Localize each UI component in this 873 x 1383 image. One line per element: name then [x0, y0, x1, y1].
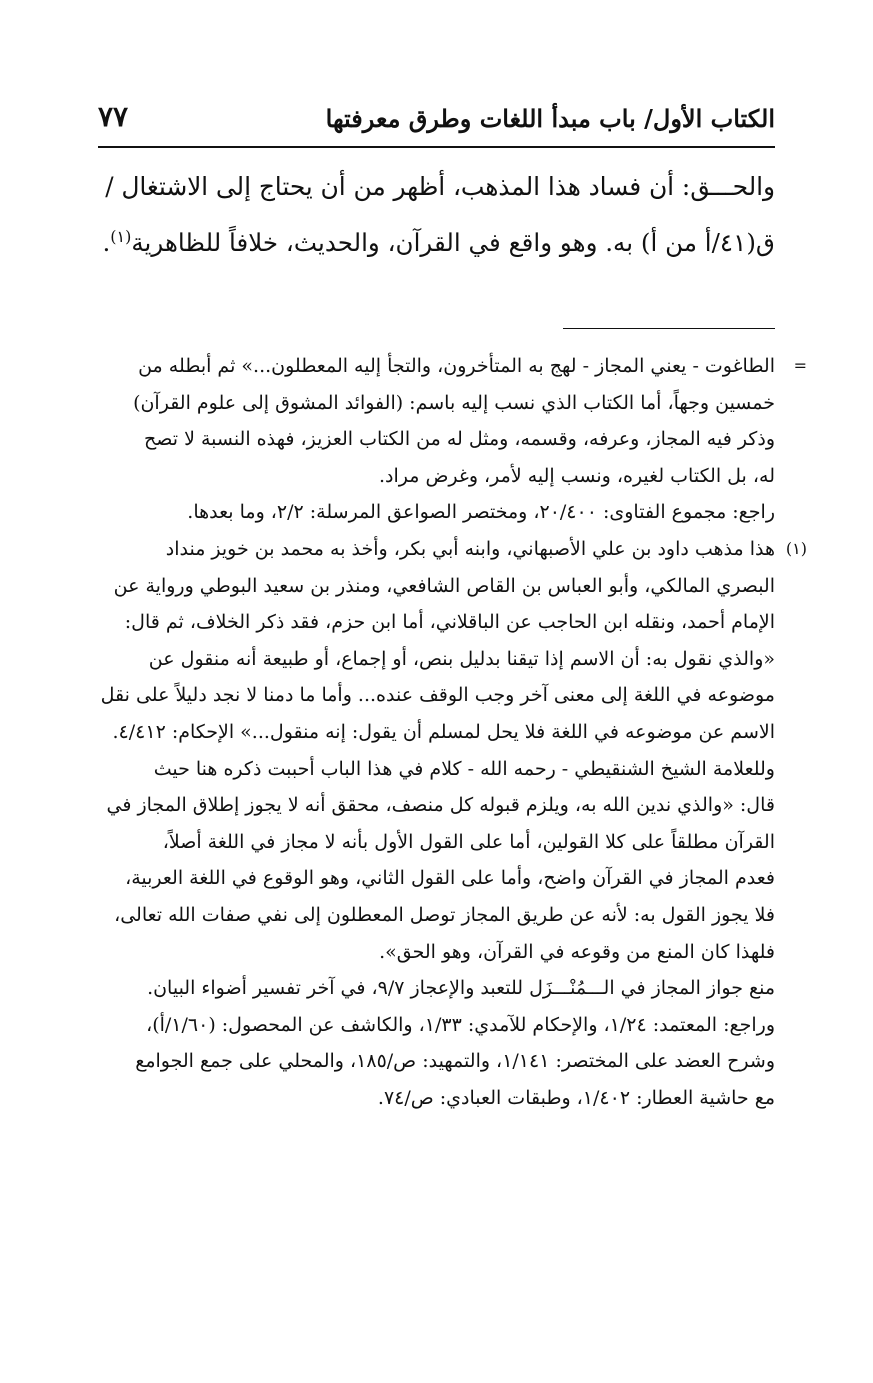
footnote-line: وراجع: المعتمد: ١/٢٤، والإحكام للآمدي: ١/٣٣، والكاشف عن المحصول: (١/٦٠/أ)، — [146, 1013, 775, 1036]
footnote-line: فلا يجوز القول به: لأنه عن طريق المجاز توصل المعطلون إلى نفي صفات الله تعالى، — [114, 903, 775, 926]
footnote-line: مع حاشية العطار: ١/٤٠٢، وطبقات العبادي: ص/٧٤. — [377, 1086, 775, 1109]
footnote-line: قال: «والذي ندين الله به، ويلزم قبوله كل منصف، محقق أنه لا يجوز إطلاق المجاز في — [106, 794, 775, 817]
footnote-line: وللعلامة الشيخ الشنقيطي - رحمه الله - كلام في هذا الباب أحببت ذكره هنا حيث — [153, 757, 775, 780]
footnote-line: له، بل الكتاب لغيره، ونسب إليه لأمر، وغرض مراد. — [378, 464, 775, 487]
page-header — [98, 96, 775, 148]
main-end-punct: . — [102, 228, 111, 258]
running-title: الكتاب الأول/ باب مبدأ اللغات وطرق معرفتها — [325, 104, 775, 133]
footnote-line: وذكر فيه المجاز، وعرفه، وقسمه، ومثل له من الكتاب العزيز، فهذه النسبة لا تصح — [144, 428, 775, 451]
footnotes — [98, 348, 807, 1116]
footnote-separator — [563, 328, 775, 329]
main-line-1: والحـــق: أن فساد هذا المذهب، أظهر من أن يحتاج إلى الاشتغال / — [105, 172, 775, 201]
footnote-line: خمسين وجهاً، أما الكتاب الذي نسب إليه باسم: (الفوائد المشوق إلى علوم القرآن) — [133, 391, 775, 414]
footnote-1-marker: (١) — [785, 538, 807, 558]
footnote-line: الإمام أحمد، ونقله ابن الحاجب عن الباقلاني، أما ابن حزم، فقد ذكر الخلاف، ثم قال: — [124, 611, 775, 634]
page-number: ٧٧ — [98, 100, 129, 133]
main-line-2 — [98, 212, 775, 268]
footnote-line: وشرح العضد على المختصر: ١/١٤١، والتمهيد: ص/١٨٥، والمحلي على جمع الجوامع — [135, 1050, 775, 1073]
footnote-line-text: هذا مذهب داود بن علي الأصبهاني، وابنه أبي بكر، وأخذ به محمد بن خويز منداد — [165, 537, 775, 560]
main-text — [98, 162, 775, 268]
footnote-line: القرآن مطلقاً على كلا القولين، أما على القول الأول بأنه لا مجاز في اللغة أصلاً، — [162, 830, 775, 853]
footnote-ref: (١) — [110, 227, 132, 246]
footnote-line: منع جواز المجاز في الـــمُنْـــزَل للتعبد والإعجاز ٩/٧، في آخر تفسير أضواء البيان. — [147, 977, 775, 1000]
continuation-marker: = — [793, 356, 807, 375]
footnote-line — [98, 348, 807, 385]
footnote-line: فلهذا كان المنع من وقوعه في القرآن، وهو الحق». — [379, 940, 775, 963]
footnote-line: موضوعه في اللغة إلى معنى آخر وجب الوقف عنده... وأما ما دمنا لا نجد دليلاً على نقل — [100, 684, 775, 707]
footnote-line-text: الطاغوت - يعني المجاز - لهج به المتأخرون، والتجأ إليه المعطلون...» ثم أبطله من — [138, 355, 775, 377]
footnote-line: الاسم عن موضوعه في اللغة فلا يحل لمسلم أن يقول: إنه منقول...» الإحكام: ٤/٤١٢. — [112, 720, 775, 743]
footnote-line — [98, 531, 807, 568]
footnote-line: راجع: مجموع الفتاوى: ٢٠/٤٠٠، ومختصر الصواعق المرسلة: ٢/٢، وما بعدها. — [187, 501, 775, 524]
footnote-line: البصري المالكي، وأبو العباس بن القاص الشافعي، ومنذر بن سعيد البوطي ورواية عن — [113, 574, 775, 597]
footnote-line: «والذي نقول به: أن الاسم إذا تيقنا بدليل بنص، أو إجماع، أو طبيعة أنه منقول عن — [148, 647, 775, 670]
main-line-2-text: ق(٤١/أ من أ) به. وهو واقع في القرآن، والحديث، خلافاً للظاهرية — [131, 228, 775, 258]
footnote-line: فعدم المجاز في القرآن واضح، وأما على القول الثاني، وهو الوقوع في اللغة العربية، — [125, 867, 775, 890]
